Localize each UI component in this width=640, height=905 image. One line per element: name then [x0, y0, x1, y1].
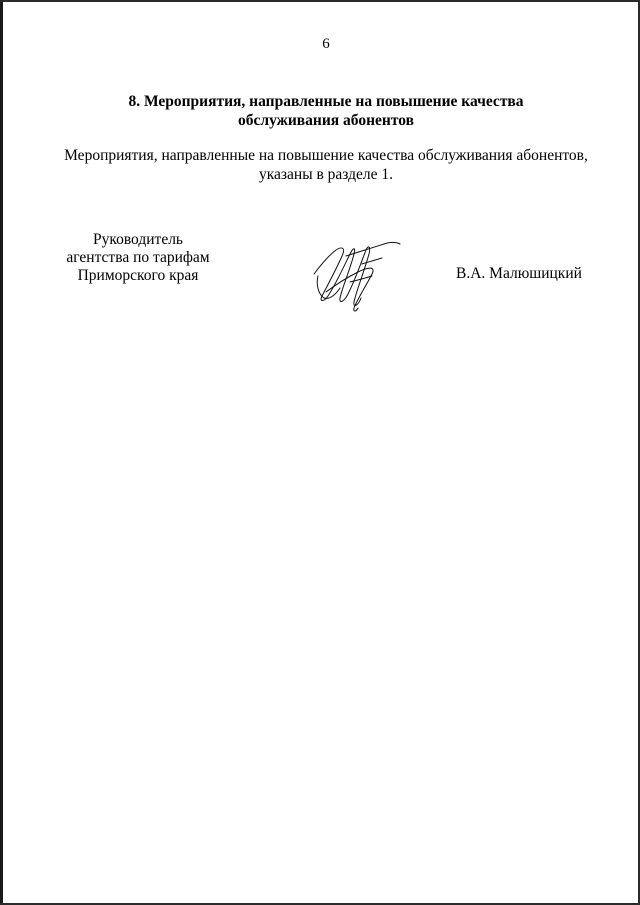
signatory-title-line-1: Руководитель: [92, 231, 184, 248]
page-number: 6: [322, 36, 330, 52]
signatory-title-line-3: Приморского края: [77, 267, 199, 284]
section-heading: [0, 92, 640, 130]
signatory-title: [58, 231, 218, 285]
scan-edge-top: [0, 0, 640, 2]
section-heading-line-1: 8. Мероприятия, направленные на повышение качества: [128, 93, 524, 110]
handwritten-signature: [306, 236, 406, 314]
section-body: [0, 146, 640, 184]
signatory-title-line-2: агентства по тарифам: [66, 249, 210, 266]
scan-edge-left: [0, 0, 3, 905]
section-body-line-1: Мероприятия, направленные на повышение качества обслуживания абонентов,: [64, 147, 588, 164]
section-heading-line-2: обслуживания абонентов: [238, 112, 414, 129]
signer-name: В.А. Малюшицкий: [456, 265, 582, 282]
section-body-line-2: указаны в разделе 1.: [258, 166, 394, 183]
